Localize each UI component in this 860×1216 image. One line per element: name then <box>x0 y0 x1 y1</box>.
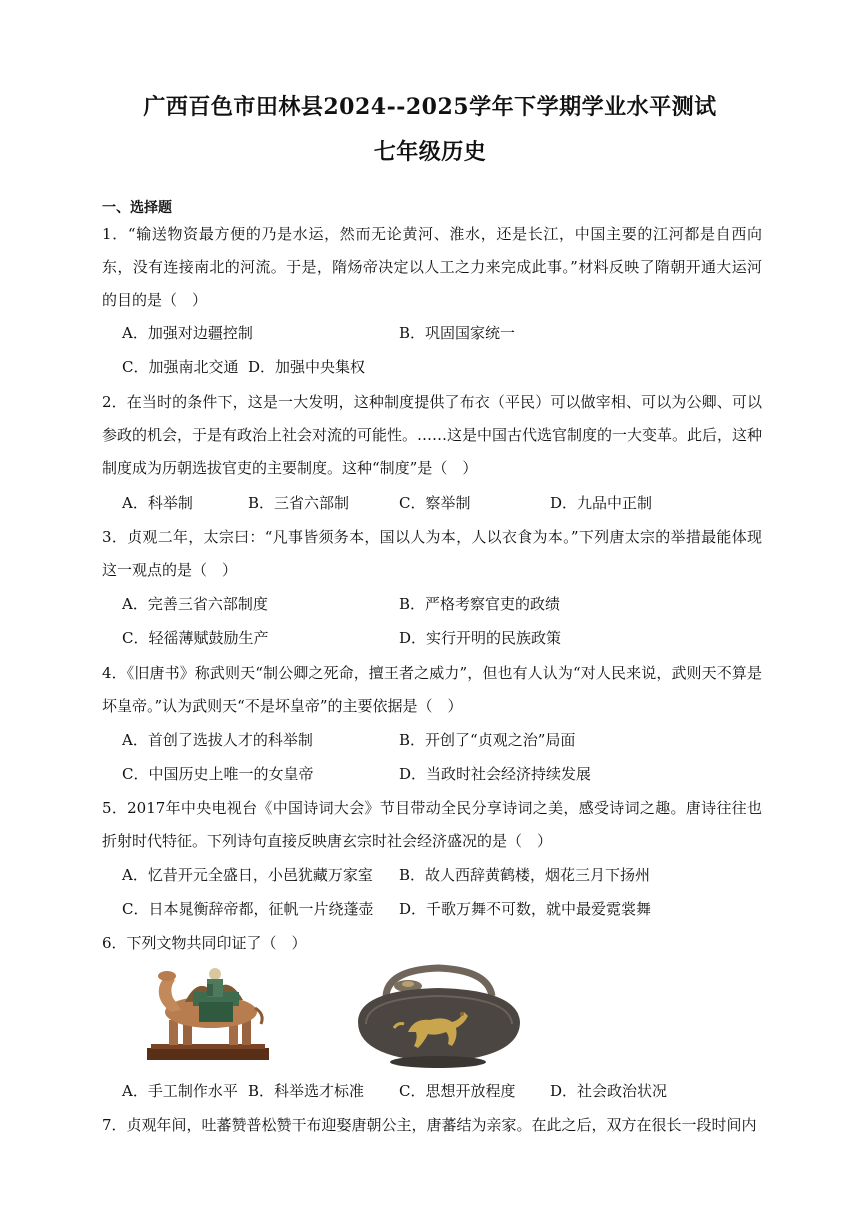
question-5-options-row1 <box>122 859 762 892</box>
question-5-stem: 5．2017年中央电视台《中国诗词大会》节目带动全民分享诗词之美，感受诗词之趣。唐诗往往也折射时代特征。下列诗句直接反映唐玄宗时社会经济盛况的是（ ） <box>102 799 762 850</box>
exam-subtitle: 七年级历史 <box>373 139 487 165</box>
option-a[interactable]: A．加强对边疆控制 <box>122 324 253 342</box>
question-1-stem: 1．“输送物资最方便的乃是水运，然而无论黄河、淮水，还是长江，中国主要的江河都是自西向东，没有连接南北的河流。于是，隋炀帝决定以人工之力来完成此事。”材料反映了隋朝开通大运河的目的是（ ） <box>102 225 762 309</box>
option-c[interactable]: C．加强南北交通 <box>122 358 239 376</box>
option-b[interactable]: B．科举选才标准 <box>248 1082 365 1100</box>
option-b[interactable]: B．开创了“贞观之治”局面 <box>399 731 576 749</box>
option-a[interactable]: A．首创了选拔人才的科举制 <box>122 731 313 749</box>
question-3-stem: 3．贞观二年，太宗曰：“凡事皆须务本，国以人为本，人以衣食为本。”下列唐太宗的举措最能体现这一观点的是（ ） <box>102 528 762 579</box>
section-heading: 一、选择题 <box>102 200 172 216</box>
question-2-options <box>122 487 762 520</box>
question-7-stem: 7．贞观年间，吐蕃赞普松赞干布迎娶唐朝公主，唐蕃结为亲家。在此之后，双方在很长一段时间内 <box>102 1116 757 1134</box>
option-d[interactable]: D．当政时社会经济持续发展 <box>399 765 592 783</box>
gilt-pot-image <box>348 962 530 1072</box>
option-c[interactable]: C．思想开放程度 <box>399 1082 516 1100</box>
camel-figurine-image <box>143 962 278 1064</box>
question-2-stem: 2．在当时的条件下，这是一大发明，这种制度提供了布衣（平民）可以做宰相、可以为公卿、可以参政的机会，于是有政治上社会对流的可能性。……这是中国古代选官制度的一大变革。此后，这种制度成为历朝选拔官吏的主要制度。这种“制度”是（ ） <box>102 393 763 477</box>
option-c[interactable]: C．中国历史上唯一的女皇帝 <box>122 765 314 783</box>
question-5-options-row2 <box>122 893 762 926</box>
exam-title: 广西百色市田林县2024--2025学年下学期学业水平测试 <box>143 94 717 120</box>
option-d[interactable]: D．社会政治状况 <box>550 1082 668 1100</box>
option-b[interactable]: B．三省六部制 <box>248 494 350 512</box>
option-d[interactable]: D．九品中正制 <box>550 494 653 512</box>
option-a[interactable]: A．科举制 <box>122 494 193 512</box>
option-d[interactable]: D．加强中央集权 <box>248 358 366 376</box>
option-c[interactable]: C．轻徭薄赋鼓励生产 <box>122 629 269 647</box>
question-4-options-row1 <box>122 724 762 757</box>
option-d[interactable]: D．实行开明的民族政策 <box>399 629 562 647</box>
option-b[interactable]: B．严格考察官吏的政绩 <box>399 595 561 613</box>
option-c[interactable]: C．察举制 <box>399 494 471 512</box>
option-b[interactable]: B．巩固国家统一 <box>399 324 516 342</box>
option-a[interactable]: A．忆昔开元全盛日，小邑犹藏万家室 <box>122 866 373 884</box>
option-d[interactable]: D．千歌万舞不可数，就中最爱霓裳舞 <box>399 900 652 918</box>
question-4-options-row2 <box>122 758 762 791</box>
question-4-stem: 4．《旧唐书》称武则天“制公卿之死命，擅王者之威力”，但也有人认为“对人民来说，武则天不算是坏皇帝。”认为武则天“不是坏皇帝”的主要依据是（ ） <box>102 664 762 715</box>
option-c[interactable]: C．日本晁衡辞帝都，征帆一片绕蓬壶 <box>122 900 374 918</box>
question-6-stem: 6．下列文物共同印证了（ ） <box>102 934 307 952</box>
question-6-options <box>122 1075 762 1108</box>
question-3-options-row1 <box>122 588 762 621</box>
question-1-options-row2 <box>122 351 762 384</box>
question-1-options-row1 <box>122 317 762 350</box>
option-a[interactable]: A．完善三省六部制度 <box>122 595 268 613</box>
option-a[interactable]: A．手工制作水平 <box>122 1082 238 1100</box>
option-b[interactable]: B．故人西辞黄鹤楼，烟花三月下扬州 <box>399 866 651 884</box>
question-3-options-row2 <box>122 622 762 655</box>
